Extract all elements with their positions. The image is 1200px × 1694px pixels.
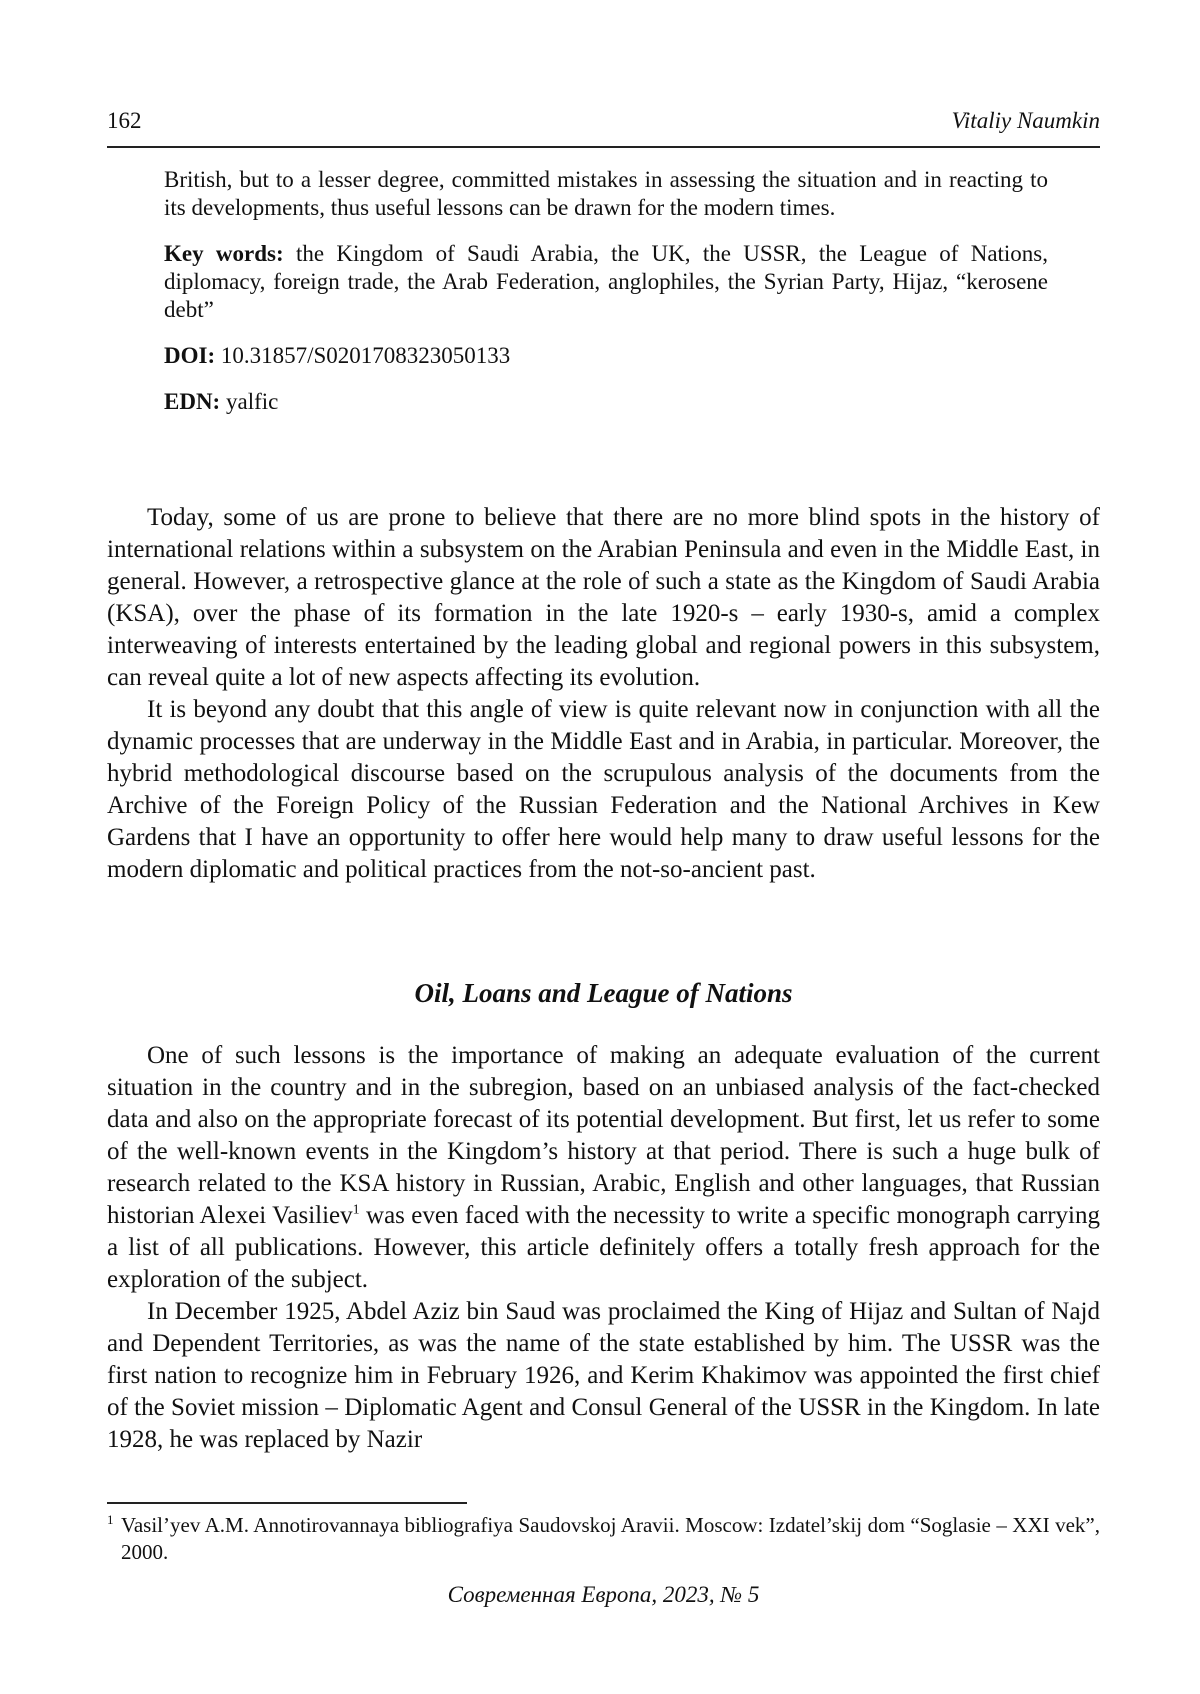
- footnote-divider: [107, 1502, 467, 1504]
- abstract-block: [164, 166, 1048, 434]
- footnote-text: Vasil’yev A.M. Annotirovannaya bibliografiya Saudovskoj Aravii. Moscow: Izdatel’skij dom “Soglasie – XXI vek”, 2000.: [121, 1513, 1100, 1564]
- keywords: [164, 240, 1048, 324]
- body-paragraph: In December 1925, Abdel Aziz bin Saud was proclaimed the King of Hijaz and Sultan of Najd and Dependent Territories, as was the name of the state established by him. The USSR was the first nation to recognize him in February 1926, and Kerim Khakimov was appointed the first chief of the Soviet mission – Diplomatic Agent and Consul General of the USSR in the Kingdom. In late 1928, he was replaced by Nazir: [107, 1298, 1100, 1453]
- doi-value: 10.31857/S0201708323050133: [220, 343, 511, 368]
- body-paragraph: Today, some of us are prone to believe that there are no more blind spots in the history of international relations within a subsystem on the Arabian Peninsula and even in the Middle East, in general. However, a retrospective glance at the role of such a state as the Kingdom of Saudi Arabia (KSA), over the phase of its formation in the late 1920-s – early 1930-s, amid a complex interweaving of interests entertained by the leading global and regional powers in this subsystem, can reveal quite a lot of new aspects affecting its evolution.: [107, 504, 1100, 691]
- body-paragraph: [107, 1040, 1100, 1296]
- journal-footer: Современная Европа, 2023, № 5: [447, 1582, 760, 1607]
- doi-label: DOI:: [164, 343, 216, 368]
- footnote-reference[interactable]: 1: [352, 1202, 360, 1218]
- body-paragraph: It is beyond any doubt that this angle of view is quite relevant now in conjunction with all the dynamic processes that are underway in the Middle East and in Arabia, in particular. Moreover, the hybrid methodological discourse based on the scrupulous analysis of the documents from the Archive of the Foreign Policy of the Russian Federation and the National Archives in Kew Gardens that I have an opportunity to offer here would help many to draw useful lessons for the modern diplomatic and political practices from the not-so-ancient past.: [107, 696, 1100, 883]
- edn-value: yalfic: [225, 389, 279, 414]
- keywords-label: Key words:: [164, 241, 284, 266]
- abstract-continuation: British, but to a lesser degree, committed mistakes in assessing the situation and in reacting to its developments, thus useful lessons can be drawn for the modern times.: [164, 167, 1048, 220]
- paragraph-text: One of such lessons is the importance of making an adequate evaluation of the current situation in the country and in the subregion, based on an unbiased analysis of the fact-checked data and also on the appropriate forecast of its potential development. But first, let us refer to some of the well-known events in the Kingdom’s history at that period. There is such a huge bulk of research related to the KSA history in Russian, Arabic, English and other languages, that Russian historian Alexei Vasiliev: [107, 1042, 1100, 1229]
- running-author: Vitaliy Naumkin: [951, 108, 1100, 133]
- footnote: [107, 1512, 1100, 1566]
- doi: [164, 342, 1048, 370]
- paragraph-text: was even faced with the necessity to write a specific monograph carrying a list of all publications. However, this article definitely offers a totally fresh approach for the exploration of the subject.: [107, 1202, 1100, 1293]
- section-heading: Oil, Loans and League of Nations: [414, 978, 793, 1008]
- footnote-number: 1: [107, 1512, 114, 1527]
- keywords-text: the Kingdom of Saudi Arabia, the UK, the USSR, the League of Nations, diplomacy, foreign trade, the Arab Federation, anglophiles, the Syrian Party, Hijaz, “kerosene debt”: [164, 241, 1049, 322]
- edn: [164, 388, 1048, 416]
- page-number: 162: [107, 108, 142, 133]
- edn-label: EDN:: [164, 389, 221, 414]
- section-text: [107, 1040, 1100, 1456]
- running-header: [107, 104, 1100, 148]
- intro-text: [107, 502, 1100, 886]
